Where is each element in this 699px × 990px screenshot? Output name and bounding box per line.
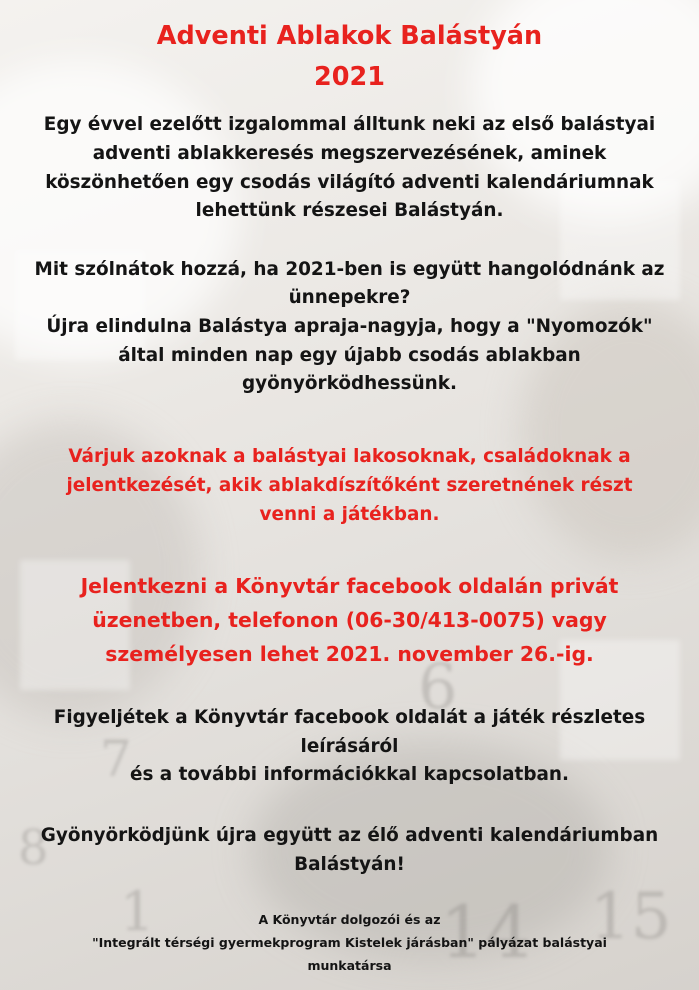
bg-number: 8	[18, 820, 49, 876]
signature-line: "Integrált térségi gyermekprogram Kistelek járásban" pályázat balástyai	[92, 935, 607, 950]
bg-number: 1	[120, 880, 155, 943]
signature-line: A Könyvtár dolgozói és az	[258, 912, 441, 927]
title-line: Adventi Ablakok Balástyán	[156, 21, 543, 51]
closing-line: Balástyán!	[294, 854, 405, 875]
title-year: 2021	[314, 62, 385, 92]
invite-line: venni a játékban.	[259, 504, 440, 525]
bg-number: 6	[418, 650, 458, 723]
question-line: Újra elindulna Balástya apraja-nagyja, hogy a "Nyomozók"	[46, 316, 653, 337]
bg-number: 7	[100, 730, 132, 788]
closing-line: Gyönyörködjünk újra együtt az élő adventi kalendáriumban	[40, 825, 659, 846]
intro-line: köszönhetően egy csodás világító adventi kalendáriumnak	[45, 172, 654, 193]
intro-line: lehettünk részesei Balástyán.	[195, 200, 504, 221]
apply-line: személyesen lehet 2021. november 26.-ig.	[105, 642, 594, 666]
question-line: gyönyörködhessünk.	[242, 373, 457, 394]
question-line: által minden nap egy újabb csodás ablakban	[118, 345, 581, 366]
apply-line: Jelentkezni a Könyvtár facebook oldalán privát	[80, 574, 619, 598]
bg-number: 15	[590, 880, 672, 954]
question-line: ünnepekre?	[288, 287, 411, 308]
bg-number: 14	[440, 890, 532, 974]
signature-line: munkatársa	[307, 958, 392, 973]
apply-line: üzenetben, telefonon (06-30/413-0075) vagy	[92, 608, 607, 632]
intro-line: adventi ablakkeresés megszervezésének, aminek	[92, 143, 607, 164]
follow-line: Figyeljétek a Könyvtár facebook oldalát a játék részletes	[53, 707, 646, 728]
invite-line: jelentkezését, akik ablakdíszítőként szeretnének részt	[66, 475, 633, 496]
intro-line: Egy évvel ezelőtt izgalommal álltunk neki az első balástyai	[43, 114, 656, 135]
question-line: Mit szólnátok hozzá, ha 2021-ben is együtt hangolódnánk az	[34, 259, 665, 280]
follow-line: és a további információkkal kapcsolatban.	[129, 764, 570, 785]
invite-line: Várjuk azoknak a balástyai lakosoknak, családoknak a	[68, 446, 631, 467]
follow-line: leírásáról	[300, 736, 399, 757]
